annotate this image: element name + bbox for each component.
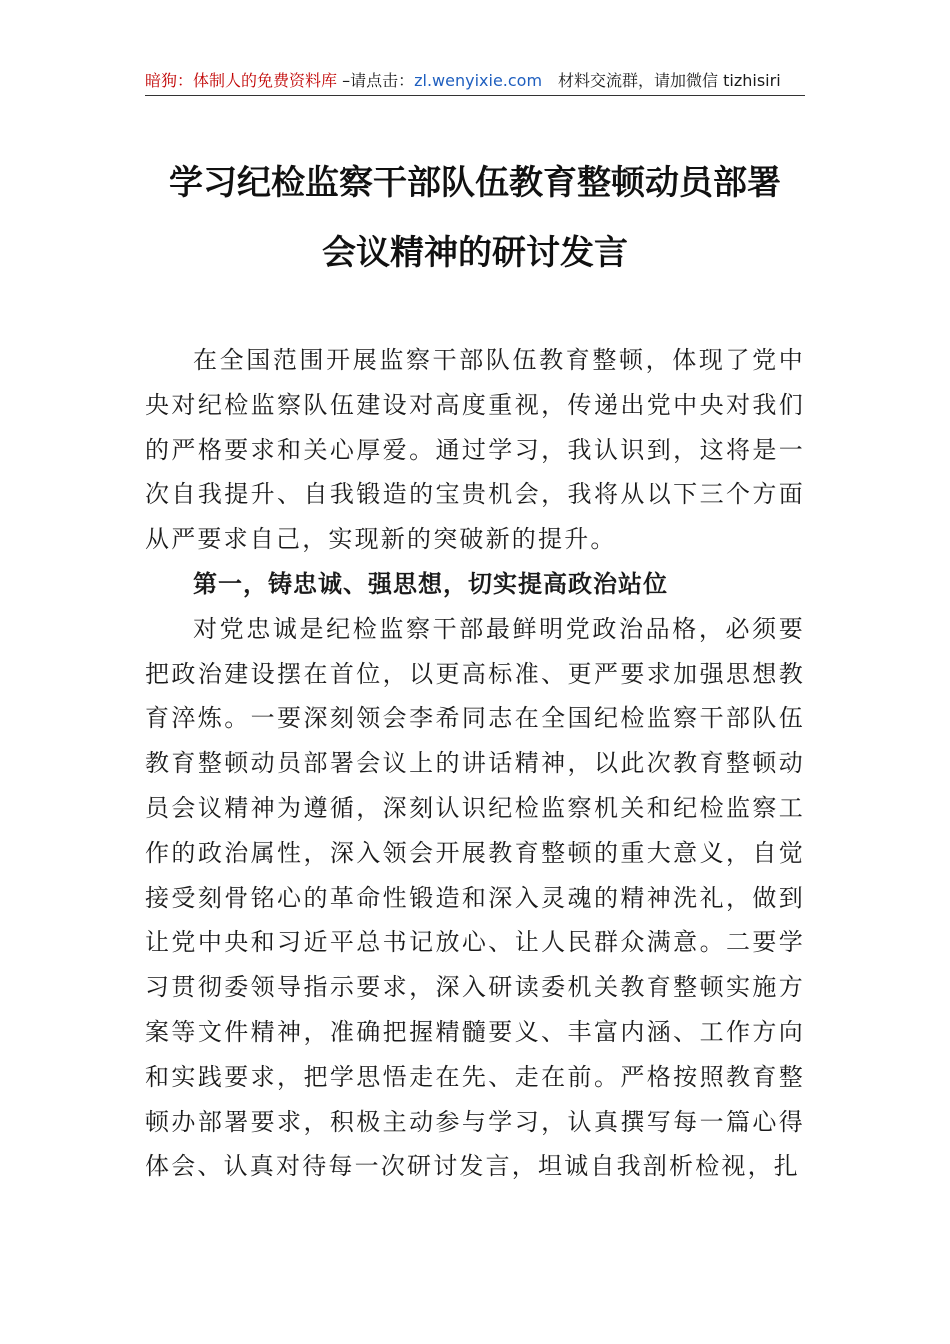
section-1-paragraph: 对党忠诚是纪检监察干部最鲜明党政治品格，必须要把政治建设摆在首位，以更高标准、更严要求加强思想教育淬炼。一要深刻领会李希同志在全国纪检监察干部队伍教育整顿动员部署会议上的讲话精神，以此次教育整顿动员会议精神为遵循，深刻认识纪检监察机关和纪检监察工作的政治属性，深入领会开展教育整顿的重大意义，自觉接受刻骨铭心的革命性锻造和深入灵魂的精神洗礼，做到让党中央和习近平总书记放心、让人民群众满意。二要学习贯彻委领导指示要求，深入研读委机关教育整顿实施方案等文件精神，准确把握精髓要义、丰富内涵、工作方向和实践要求，把学思悟走在先、走在前。严格按照教育整顿办部署要求，积极主动参与学习，认真撰写每一篇心得体会、认真对待每一次研讨发言，坦诚自我剖析检视，扎: [145, 614, 805, 1181]
header-click-prefix: –请点击：: [337, 71, 415, 90]
header-url-link[interactable]: zl.wenyixie.com: [414, 71, 543, 90]
intro-paragraph: 在全国范围开展监察干部队伍教育整顿，体现了党中央对纪检监察队伍建设对高度重视，传递出党中央对我们的严格要求和关心厚爱。通过学习，我认识到，这将是一次自我提升、自我锻造的宝贵机会，我将从以下三个方面从严要求自己，实现新的突破新的提升。: [145, 346, 805, 554]
page-header: [145, 68, 805, 94]
header-brand: 暗狗：体制人的免费资料库: [145, 71, 338, 90]
title-line-2: 会议精神的研讨发言: [322, 233, 628, 273]
document-body: [145, 338, 805, 1189]
header-divider: [145, 95, 805, 96]
document-title: [145, 148, 805, 288]
title-line-1: 学习纪检监察干部队伍教育整顿动员部署: [169, 163, 781, 203]
header-group-info: 材料交流群，请加微信 tizhisiri: [558, 71, 781, 90]
section-heading-1: 第一，铸忠诚、强思想，切实提高政治站位: [193, 569, 668, 598]
